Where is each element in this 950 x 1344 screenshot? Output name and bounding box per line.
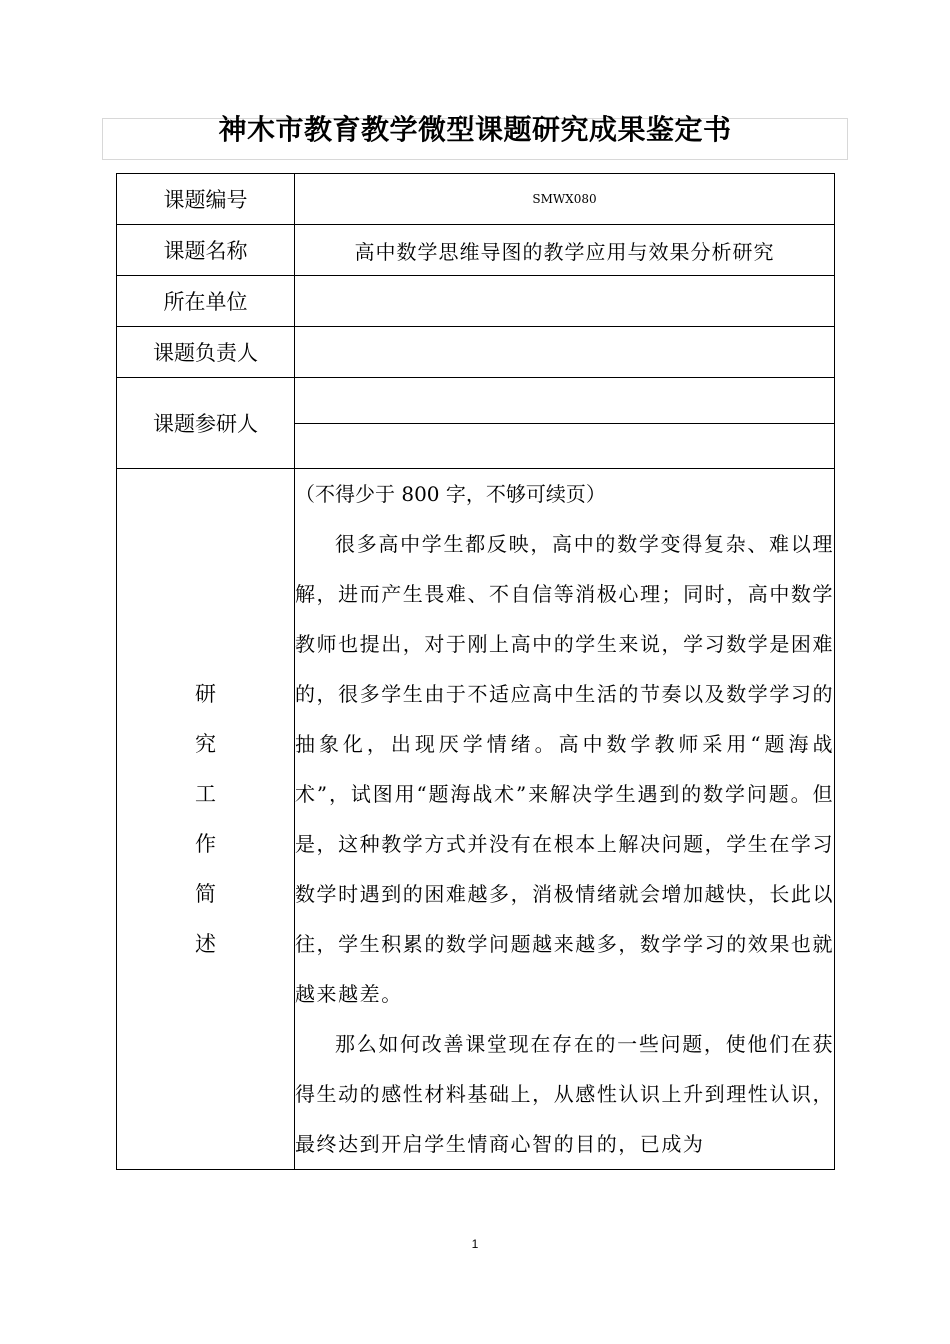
summary-label-char: 简 [195, 882, 216, 906]
leader-label: 课题负责人 [117, 327, 295, 378]
topic-number-label: 课题编号 [117, 174, 295, 225]
row-unit [117, 276, 835, 327]
unit-label: 所在单位 [117, 276, 295, 327]
summary-label-char: 研 [195, 682, 216, 706]
participant-value-1 [295, 378, 835, 424]
summary-label-char: 工 [195, 782, 216, 806]
summary-paragraph: 很多高中学生都反映，高中的数学变得复杂、难以理解，进而产生畏难、不自信等消极心理；同时，高中数学教师也提出，对于刚上高中的学生来说，学习数学是困难的，很多学生由于不适应高中生活的节奏以及数学学习的抽象化，出现厌学情绪。高中数学教师采用“题海战术”，试图用“题海战术”来解决学生遇到的数学问题。但是，这种教学方式并没有在根本上解决问题，学生在学习数学时遇到的困难越多，消极情绪就会增加越快，长此以往，学生积累的数学问题越来越多，数学学习的效果也就越来越差。 [295, 532, 834, 1006]
leader-value [295, 327, 835, 378]
unit-value [295, 276, 835, 327]
work-summary-label [117, 469, 295, 1170]
participants-label: 课题参研人 [117, 378, 295, 469]
document-title: 神木市教育教学微型课题研究成果鉴定书 [218, 113, 732, 146]
topic-name-label: 课题名称 [117, 225, 295, 276]
summary-label-char: 作 [195, 832, 216, 856]
row-work-summary [117, 469, 835, 1170]
summary-label-char: 述 [195, 932, 216, 956]
summary-paragraph: 那么如何改善课堂现在存在的一些问题，使他们在获得生动的感性材料基础上，从感性认识上升到理性认识，最终达到开启学生情商心智的目的，已成为 [295, 1032, 834, 1156]
summary-label-char: 究 [195, 732, 216, 756]
row-topic-name [117, 225, 835, 276]
appraisal-form-table [116, 173, 835, 1170]
row-topic-number [117, 174, 835, 225]
topic-number-value: SMWX080 [295, 174, 835, 225]
row-leader [117, 327, 835, 378]
work-summary-content [295, 469, 835, 1170]
topic-name-value: 高中数学思维导图的教学应用与效果分析研究 [295, 225, 835, 276]
summary-length-note: （不得少于 800 字，不够可续页） [295, 482, 606, 506]
page-number: 1 [471, 1237, 479, 1251]
row-participants [117, 378, 835, 424]
participant-value-2 [295, 424, 835, 469]
